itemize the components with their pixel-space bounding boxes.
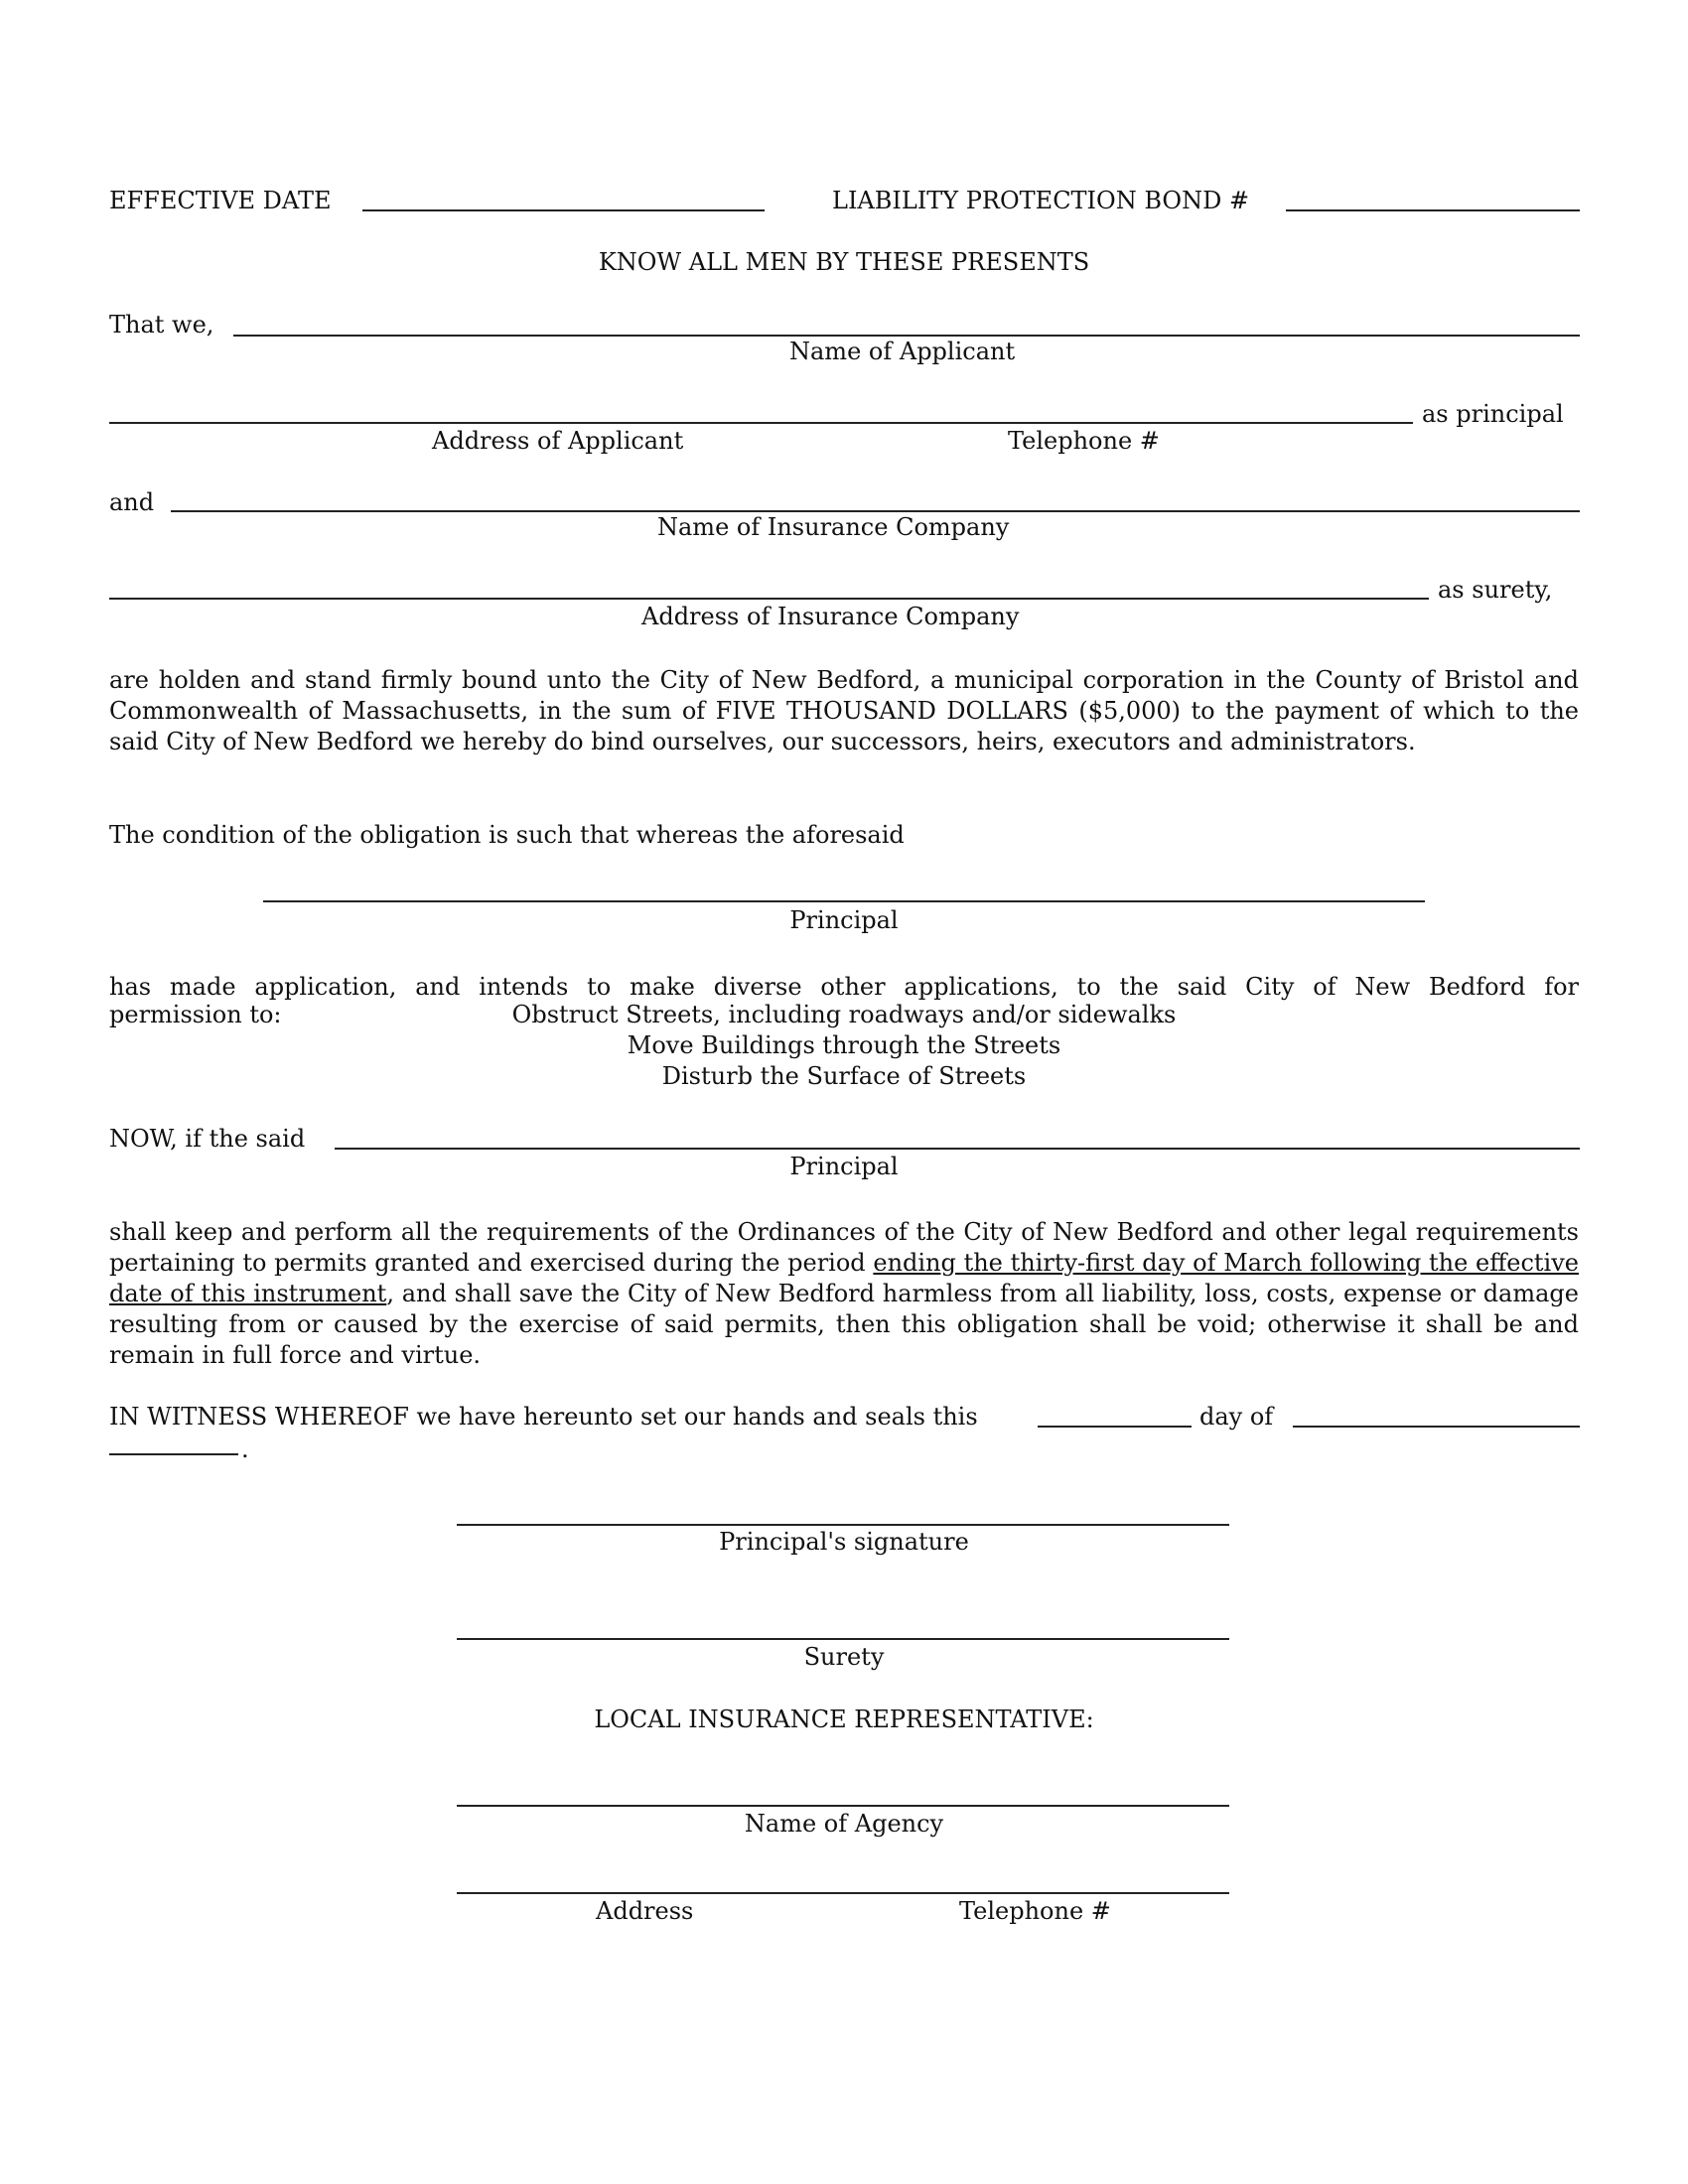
bond-number-field[interactable]: [1286, 209, 1580, 211]
application-text: has made application, and intends to make diverse other applications, to the said City of New Bedford for: [109, 973, 1579, 1001]
permission-lead: permission to:: [109, 1001, 282, 1028]
insurance-company-name-field[interactable]: [171, 510, 1580, 512]
principal-signature-field[interactable]: [457, 1524, 1229, 1526]
now-principal-caption: Principal: [789, 1153, 899, 1180]
permission-item: Obstruct Streets, including roadways and/or sidewalks: [511, 1001, 1177, 1028]
agency-telephone-caption: Telephone #: [959, 1897, 1111, 1925]
witness-end-period: .: [241, 1435, 249, 1463]
agency-name-field[interactable]: [457, 1805, 1229, 1807]
principal-signature-caption: Principal's signature: [719, 1528, 969, 1556]
applicant-address-field[interactable]: [109, 422, 1413, 424]
surety-signature-caption: Surety: [803, 1643, 885, 1671]
agency-name-caption: Name of Agency: [744, 1810, 944, 1838]
applicant-name-field[interactable]: [233, 335, 1580, 337]
principal-role-label: as principal: [1422, 400, 1564, 428]
applicant-telephone-caption: Telephone #: [1008, 427, 1160, 455]
effective-date-label: EFFECTIVE DATE: [109, 187, 332, 214]
agency-address-caption: Address: [596, 1897, 694, 1925]
insurance-company-name-caption: Name of Insurance Company: [657, 513, 1010, 541]
now-principal-field[interactable]: [335, 1148, 1580, 1150]
effective-date-field[interactable]: [362, 209, 765, 211]
obligation-paragraph: [109, 1217, 1579, 1371]
witness-day-field[interactable]: [1038, 1426, 1192, 1428]
permission-item: Move Buildings through the Streets: [627, 1031, 1061, 1059]
obligation-text-2: , and shall save the City of New Bedford harmless from all liability, loss, costs, expense or damage resulting from or caused by the exercise of said permits, then this obligation shall be void; otherwise it shall be and remain in full force and virtue.: [109, 1280, 1579, 1369]
local-rep-heading: LOCAL INSURANCE REPRESENTATIVE:: [594, 1706, 1094, 1733]
condition-text: The condition of the obligation is such that whereas the aforesaid: [109, 821, 905, 849]
principal-field[interactable]: [263, 900, 1425, 902]
applicant-lead: That we,: [109, 311, 214, 339]
surety-role-label: as surety,: [1438, 576, 1553, 604]
applicant-address-caption: Address of Applicant: [432, 427, 684, 455]
now-if-lead: NOW, if the said: [109, 1125, 306, 1153]
permission-item: Disturb the Surface of Streets: [661, 1062, 1027, 1090]
insurance-company-address-caption: Address of Insurance Company: [641, 603, 1020, 630]
binding-paragraph: are holden and stand firmly bound unto the City of New Bedford, a municipal corporation in the County of Bristol and Commonwealth of Massachusetts, in the sum of FIVE THOUSAND DOLLARS ($5,000) to the payment of which to the said City of New Bedford we hereby do bind ourselves, our successors, heirs, executors and administrators.: [109, 666, 1579, 755]
applicant-name-caption: Name of Applicant: [789, 338, 1016, 365]
insurance-company-address-field[interactable]: [109, 598, 1429, 600]
obligation-underlined-period: ending the thirty-first day of March following the effective date of this instrument: [109, 1249, 1579, 1307]
witness-text: IN WITNESS WHEREOF we have hereunto set our hands and seals this: [109, 1403, 978, 1431]
principal-caption: Principal: [789, 906, 899, 934]
witness-year-field[interactable]: [109, 1453, 238, 1455]
page-title: KNOW ALL MEN BY THESE PRESENTS: [598, 248, 1090, 276]
day-of-label: day of: [1199, 1403, 1274, 1431]
bond-number-label: LIABILITY PROTECTION BOND #: [832, 187, 1250, 214]
surety-signature-field[interactable]: [457, 1638, 1229, 1640]
obligation-text-1: shall keep and perform all the requirements of the Ordinances of the City of New Bedford and other legal requirements pertaining to permits granted and exercised during the period: [109, 1218, 1579, 1277]
witness-month-field[interactable]: [1293, 1426, 1580, 1428]
surety-lead: and: [109, 488, 155, 516]
agency-address-field[interactable]: [457, 1892, 1229, 1894]
